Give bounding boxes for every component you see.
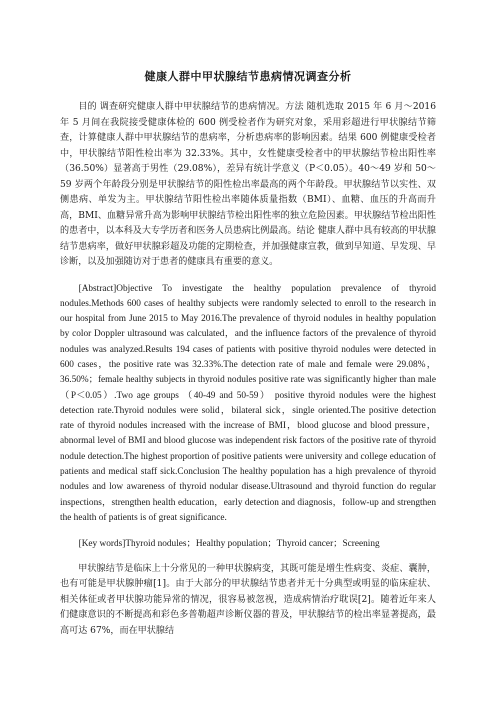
paper-title: 健康人群中甲状腺结节患病情况调查分析 <box>144 70 352 83</box>
keywords: [Key words]Thyroid nodules；Healthy population；Thyroid cancer；Screening <box>78 539 380 550</box>
body-paragraph: 甲状腺结节是临床上十分常见的一种甲状腺病变，其既可能是增生性病变、炎症、囊肿，也有可能是甲状腺肿瘤[1]。由于大部分的甲状腺结节患者并无十分典型或明显的临床症状、相关体征或者甲状腺功能异常的情况，很容易被忽视，造成病情治疗耽误[2]。随着近年来人们健康意识的不断提高和彩色多普勒超声诊断仪器的普及，甲状腺结节的检出率显著提高，最高可达 67%，而在甲状腺结 <box>60 563 436 636</box>
abstract-english: [Abstract]Objective To investigate the healthy population prevalence of thyroid nodules.Methods 600 cases of healthy subjects were randomly selected to enroll to the research in our hospital from June 2015 to May 2016.The prevalence of thyroid nodules in healthy population by color Doppler ultrasound was calculated，and the influence factors of the prevalence of thyroid nodules was analyzed.Results 194 cases of patients with positive thyroid nodules were detected in 600 cases，the positive rate was 32.33%.The detection rate of male and female were 29.08%，36.50%；female healthy subjects in thyroid nodules positive rate was significantly higher than male（P＜0.05）.Two age groups （40-49 and 50-59） positive thyroid nodules were the highest detection rate.Thyroid nodules were solid，bilateral sick，single oriented.The positive detection rate of thyroid nodules increased with the increase of BMI，blood glucose and blood pressure，abnormal level of BMI and blood glucose was independent risk factors of the positive rate of thyroid nodule detection.The highest proportion of positive patients were university and college education of patients and medical staff sick.Conclusion The healthy population has a high prevalence of thyroid nodules and low awareness of thyroid nodular disease.Ultrasound and thyroid function do regular inspections，strengthen health education，early detection and diagnosis，follow-up and strengthen the health of patients is of great significance. <box>60 283 436 523</box>
abstract-chinese: 目的 调查研究健康人群中甲状腺结节的患病情况。方法 随机选取 2015 年 6 月～2016 年 5 月间在我院接受健康体检的 600 例受检者作为研究对象，采用彩超进行甲状腺结节筛查，计算健康人群中甲状腺结节的患病率，分析患病率的影响因素。结果 600 例健康受检者中，甲状腺结节阳性检出率为 32.33%。其中，女性健康受检者中的甲状腺结节检出阳性率（36.50%）显著高于男性（29.08%），差异有统计学意义（P＜0.05）。40～49 岁和 50～59 岁两个年龄段分别是甲状腺结节的阳性检出率最高的两个年龄段。甲状腺结节以实性、双侧患病、单发为主。甲状腺结节阳性检出率随体质量指数（BMI）、血糖、血压的升高而升高，BMI、血糖异常升高为影响甲状腺结节检出阳性率的独立危险因素。甲状腺结节检出阳性的患者中，以本科及大专学历者和医务人员患病比例最高。结论 健康人群中具有较高的甲状腺结节患病率，做好甲状腺彩超及功能的定期检查，并加强健康宣教，做到早知道、早发现、早诊断，以及加强随访对于患者的健康具有重要的意义。 <box>60 102 436 267</box>
